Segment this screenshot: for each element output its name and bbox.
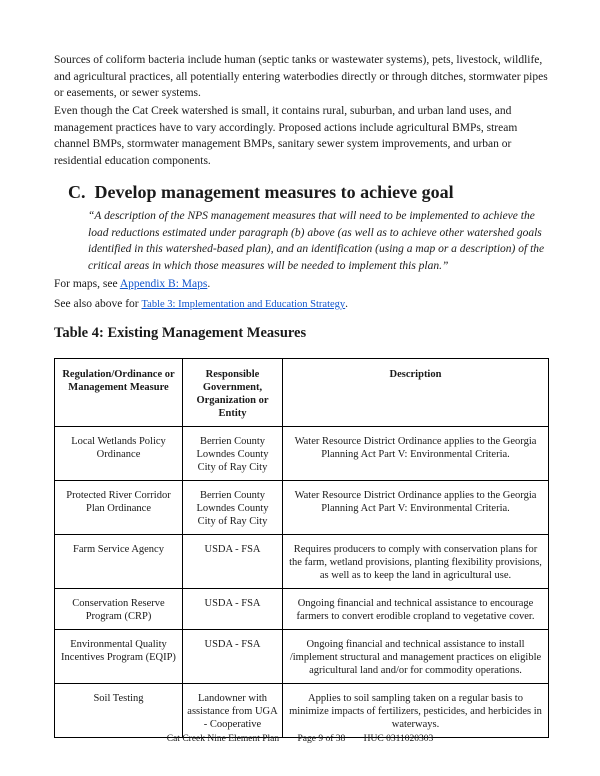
- measure-cell: Conservation Reserve Program (CRP): [55, 589, 183, 630]
- section-title: Develop management measures to achieve goal: [94, 182, 454, 202]
- section-letter: C.: [68, 182, 86, 202]
- description-cell: Requires producers to comply with conservation plans for the farm, wetland provisions, planting flexibility provisions, as well as to keep the land in agricultural use.: [283, 535, 549, 589]
- section-heading: [68, 181, 454, 203]
- entity-cell: USDA - FSA: [183, 535, 283, 589]
- description-cell: Applies to soil sampling taken on a regular basis to minimize impacts of fertilizers, pesticides, and herbicides in waterways.: [283, 684, 549, 738]
- maps-prefix: For maps, see: [54, 278, 120, 290]
- management-measures-table: [54, 358, 549, 738]
- entity-cell: USDA - FSA: [183, 630, 283, 684]
- section-quote: “A description of the NPS management measures that will need to be implemented to achieve the load reductions estimated under paragraph (b) above (as well as to achieve other watershed goals identified in this watershed-based plan), and an identification (using a map or a description) of the critical areas in which those measures will be needed to implement this plan.”: [88, 210, 545, 272]
- description-cell: Water Resource District Ordinance applies to the Georgia Planning Act Part V: Environmental Criteria.: [283, 481, 549, 535]
- footer-huc: HUC 0311020303: [363, 734, 434, 744]
- paragraph-coliform-sources: Sources of coliform bacteria include human (septic tanks or wastewater systems), pets, livestock, wildlife, and agricultural practices, all potentially entering waterbodies directly or through ditches, stormwater pipes or easements, or sewer systems.: [54, 54, 548, 99]
- table-row: [55, 684, 549, 738]
- measure-cell: Environmental Quality Incentives Program (EQIP): [55, 630, 183, 684]
- table-row: [55, 589, 549, 630]
- maps-suffix: .: [207, 278, 211, 290]
- table-3-link[interactable]: Table 3: Implementation and Education Strategy: [141, 299, 346, 310]
- appendix-b-maps-link[interactable]: Appendix B: Maps: [119, 278, 208, 290]
- table-row: [55, 427, 549, 481]
- entity-cell: Berrien County Lowndes County City of Ray City: [183, 481, 283, 535]
- description-cell: Ongoing financial and technical assistance to encourage farmers to convert erodible cropland to vegetative cover.: [283, 589, 549, 630]
- header-regulation: Regulation/Ordinance or Management Measure: [55, 359, 183, 427]
- header-description: Description: [283, 359, 549, 427]
- table-row: [55, 630, 549, 684]
- measure-cell: Farm Service Agency: [55, 535, 183, 589]
- see-also-suffix: .: [345, 298, 349, 310]
- header-responsible: Responsible Government, Organization or Entity: [183, 359, 283, 427]
- footer-doc-title: Cat Creek Nine Element Plan: [166, 734, 280, 744]
- description-cell: Ongoing financial and technical assistance to install /implement structural and management practices on eligible agricultural land and/or for commodity operations.: [283, 630, 549, 684]
- entity-cell: Berrien County Lowndes County City of Ray City: [183, 427, 283, 481]
- page-footer: [0, 733, 600, 745]
- paragraph-land-uses: Even though the Cat Creek watershed is small, it contains rural, suburban, and urban land uses, and management practices have to vary accordingly. Proposed actions include agricultural BMPs, stream channel BMPs, stormwater management BMPs, sanitary sewer system improvements, and urban or residential education components.: [54, 105, 518, 167]
- see-also-prefix: See also above for: [54, 298, 142, 310]
- table-caption: Table 4: Existing Management Measures: [54, 325, 307, 341]
- table-header-row: [55, 359, 549, 427]
- description-cell: Water Resource District Ordinance applies to the Georgia Planning Act Part V: Environmental Criteria.: [283, 427, 549, 481]
- see-also-reference: [54, 296, 348, 313]
- table-row: [55, 535, 549, 589]
- measure-cell: Soil Testing: [55, 684, 183, 738]
- measure-cell: Local Wetlands Policy Ordinance: [55, 427, 183, 481]
- measure-cell: Protected River Corridor Plan Ordinance: [55, 481, 183, 535]
- table-row: [55, 481, 549, 535]
- footer-page-number: Page 9 of 38: [297, 734, 346, 744]
- entity-cell: Landowner with assistance from UGA - Cooperative: [183, 684, 283, 738]
- maps-reference: [54, 276, 210, 292]
- entity-cell: USDA - FSA: [183, 589, 283, 630]
